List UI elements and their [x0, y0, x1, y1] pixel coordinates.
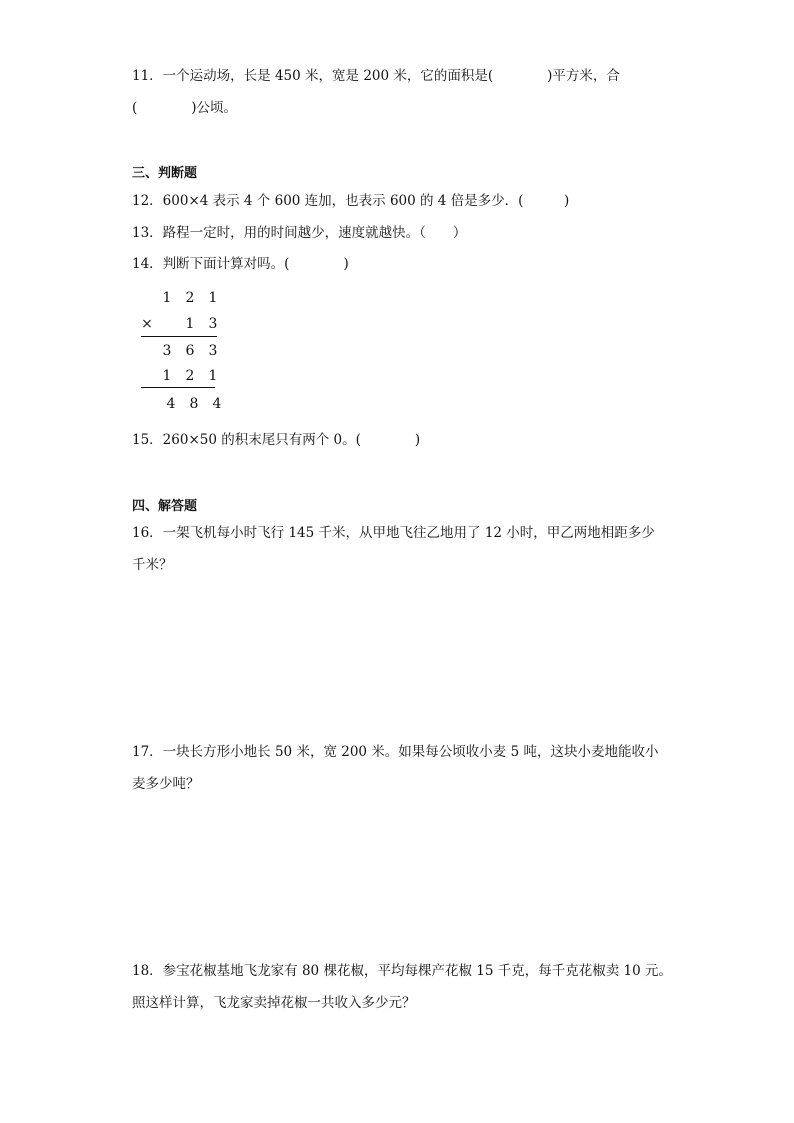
- question-15: 15．260×50 的积末尾只有两个 0。( ): [132, 432, 421, 448]
- question-16-line1: 16．一架飞机每小时飞行 145 千米，从甲地飞往乙地用了 12 小时，甲乙两地相距多少: [132, 525, 655, 541]
- calc-rule-2: [141, 387, 215, 388]
- calc-digit: 6: [185, 343, 195, 359]
- calc-digit: 1: [208, 290, 218, 306]
- calc-digit: 3: [162, 343, 172, 359]
- calc-digit: 4: [166, 396, 176, 412]
- calc-digit: 1: [185, 316, 195, 332]
- question-11-line2: ( )公顷。: [132, 100, 238, 116]
- question-16-line2: 千米？: [132, 557, 173, 573]
- multiply-sign: ×: [141, 316, 153, 332]
- calc-digit: 8: [189, 396, 199, 412]
- question-14: 14．判断下面计算对吗。( ): [132, 256, 349, 272]
- calc-digit: 1: [208, 368, 218, 384]
- calc-digit: 1: [162, 368, 172, 384]
- calc-digit: 2: [185, 290, 195, 306]
- question-18-line1: 18．参宝花椒基地飞龙家有 80 棵花椒，平均每棵产花椒 15 千克，每千克花椒卖 10 元。: [132, 963, 672, 979]
- question-17-line2: 麦多少吨？: [132, 776, 200, 792]
- question-12: 12．600×4 表示 4 个 600 连加，也表示 600 的 4 倍是多少．( ): [132, 193, 570, 209]
- question-17-line1: 17．一块长方形小地长 50 米，宽 200 米。如果每公顷收小麦 5 吨，这块小麦地能收小: [132, 744, 659, 760]
- calc-digit: 3: [208, 316, 218, 332]
- question-13: 13．路程一定时，用的时间越少，速度就越快。（ ）: [132, 225, 467, 241]
- section-3-heading: 三、判断题: [132, 166, 198, 181]
- section-4-heading: 四、解答题: [132, 499, 198, 514]
- question-11-line1: 11．一个运动场，长是 450 米，宽是 200 米，它的面积是( )平方米，合: [132, 68, 620, 84]
- calc-digit: 4: [212, 396, 222, 412]
- calc-rule-1: [141, 336, 217, 337]
- question-18-line2: 照这样计算，飞龙家卖掉花椒一共收入多少元？: [132, 995, 416, 1011]
- calc-digit: 3: [208, 343, 218, 359]
- calc-digit: 1: [162, 290, 172, 306]
- calc-digit: 2: [185, 368, 195, 384]
